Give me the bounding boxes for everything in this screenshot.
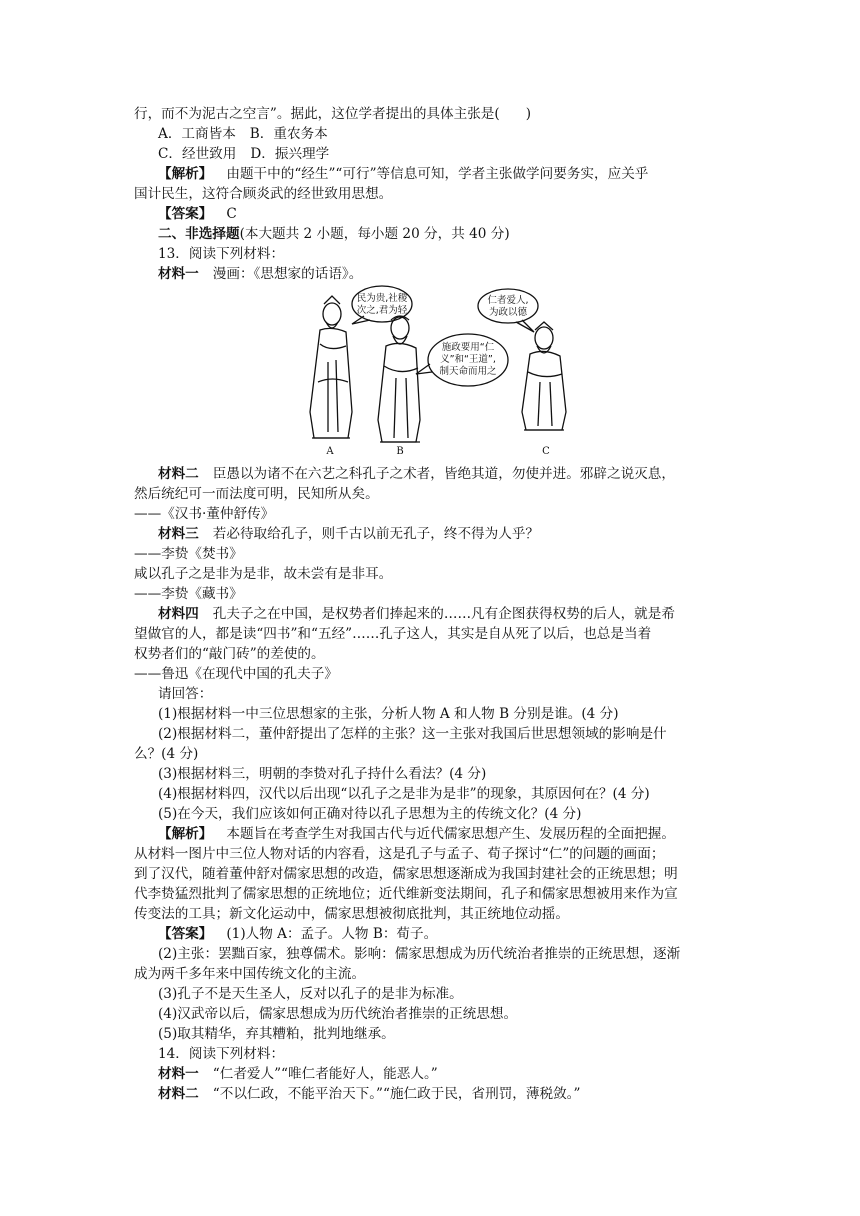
- q13-material4: 材料四 孔夫子之在中国，是权势者们捧起来的……凡有企图获得权势的后人，就是希: [158, 606, 675, 622]
- q12-stem-tail: 行，而不为泥古之空言”。据此，这位学者提出的具体主张是( ): [134, 106, 532, 122]
- thinkers-cartoon: [290, 282, 590, 458]
- q12-options-ab: [158, 124, 328, 144]
- answer-tag: 【答案】: [158, 206, 213, 222]
- q14-material1: 材料一 “仁者爱人”“唯仁者能好人，能恶人。”: [158, 1066, 438, 1082]
- bubble-b-text-2: 义”和“王道”,: [440, 354, 496, 365]
- figure-c: [522, 322, 566, 430]
- q12-analysis-cont: 国计民生，这符合顾炎武的经世致用思想。: [134, 186, 393, 202]
- q13-material2-cont: 然后统纪可一而法度可明，民知所从矣。: [134, 486, 379, 502]
- q13-intro: 13．阅读下列材料：: [158, 246, 285, 262]
- q13-sub2: (2)根据材料二，董仲舒提出了怎样的主张？这一主张对我国后世思想领域的影响是什: [158, 726, 667, 742]
- analysis-tag: 【解析】: [158, 826, 213, 842]
- option-b: B．重农务本: [249, 126, 328, 142]
- q13-answer2-cont: 成为两千多年来中国传统文化的主流。: [134, 966, 366, 982]
- q13-answer3: (3)孔子不是天生圣人，反对以孔子的是非为标准。: [158, 986, 463, 1002]
- q13-sub2-cont: 么？(4 分): [134, 746, 199, 762]
- q14-intro: 14．阅读下列材料：: [158, 1046, 285, 1062]
- q12-options-cd: [158, 144, 329, 164]
- q13-material3: 材料三 若必待取给孔子，则千古以前无孔子，终不得为人乎？: [158, 526, 540, 542]
- q13-sub4: (4)根据材料四，汉代以后出现“以孔子之是非为是非”的现象，其原因何在？(4 分): [158, 786, 650, 802]
- q13-material3-source2: ——李贽《藏书》: [134, 586, 243, 602]
- bubble-a-text-2: 次之,君为轻: [356, 305, 408, 316]
- q13-material3-line2: 咸以孔子之是非为是非，故未尝有是非耳。: [134, 566, 393, 582]
- figure-a: [310, 296, 352, 438]
- answer-tag: 【答案】: [158, 926, 213, 942]
- q14-material2: 材料二 “不以仁政，不能平治天下。”“施仁政于民，省刑罚，薄税敛。”: [158, 1086, 581, 1102]
- q13-analysis: 【解析】 本题旨在考查学生对我国古代与近代儒家思想产生、发展历程的全面把握。: [158, 826, 675, 842]
- q13-sub1: (1)根据材料一中三位思想家的主张，分析人物 A 和人物 B 分别是谁。(4 分): [158, 706, 619, 722]
- bubble-b-text-3: 制天命而用之: [439, 366, 497, 377]
- label-b: B: [396, 446, 404, 457]
- q13-material4-cont1: 望做官的人，都是读“四书”和“五经”……孔子这人，其实是自从死了以后，也总是当着: [134, 626, 652, 642]
- option-a: A．工商皆本: [158, 126, 236, 142]
- q12-analysis: 【解析】 由题干中的“经生”“可行”等信息可知，学者主张做学问要务实，应关乎: [158, 166, 649, 182]
- bubble-a: [352, 286, 412, 322]
- q13-answer: 【答案】 (1)人物 A：孟子。人物 B：荀子。: [158, 926, 438, 942]
- q13-analysis-cont2: 到了汉代，随着董仲舒对儒家思想的改造，儒家思想逐渐成为我国封建社会的正统思想；明: [134, 866, 678, 882]
- bubble-a-text-1: 民为贵,社稷: [356, 293, 408, 304]
- figure-b: [378, 316, 420, 442]
- bubble-c-text-2: 为政以德: [488, 307, 528, 318]
- section2-heading: 二、非选择题(本大题共 2 小题，每小题 20 分，共 40 分): [158, 226, 510, 242]
- q13-material3-source1: ——李贽《焚书》: [134, 546, 243, 562]
- q13-analysis-cont1: 从材料一图片中三位人物对话的内容看，这是孔子与孟子、荀子探讨“仁”的问题的画面；: [134, 846, 665, 862]
- q13-answer2: (2)主张：罢黜百家，独尊儒术。影响：儒家思想成为历代统治者推崇的正统思想，逐渐: [158, 946, 681, 962]
- bubble-b-text-1: 施政要用“仁: [441, 342, 495, 353]
- label-a: A: [326, 446, 334, 457]
- q13-material1: 材料一 漫画：《思想家的话语》。: [158, 266, 363, 282]
- q13-sub5: (5)在今天，我们应该如何正确对待以孔子思想为主的传统文化？(4 分): [158, 806, 582, 822]
- q13-sub3: (3)根据材料三，明朝的李贽对孔子持什么看法？(4 分): [158, 766, 487, 782]
- q13-answer4: (4)汉武帝以后，儒家思想成为历代统治者推崇的正统思想。: [158, 1006, 518, 1022]
- q13-analysis-cont4: 传变法的工具；新文化运动中，儒家思想被彻底批判，其正统地位动摇。: [134, 906, 569, 922]
- q13-material2-source: ——《汉书·董仲舒传》: [134, 506, 275, 522]
- q13-material2: 材料二 臣愚以为诸不在六艺之科孔子之术者，皆绝其道，勿使并进。邪辟之说灭息，: [158, 466, 675, 482]
- q13-ask: 请回答：: [158, 686, 213, 702]
- label-c: C: [542, 446, 550, 457]
- q13-material4-source: ——鲁迅《在现代中国的孔夫子》: [134, 666, 338, 682]
- analysis-tag: 【解析】: [158, 166, 213, 182]
- q12-answer: 【答案】 C: [158, 206, 237, 222]
- option-d: D．振兴理学: [250, 146, 330, 162]
- q13-analysis-cont3: 代李贽猛烈批判了儒家思想的正统地位；近代维新变法期间，孔子和儒家思想被用来作为宣: [134, 886, 678, 902]
- bubble-c-text-1: 仁者爱人,: [487, 295, 529, 306]
- q13-material4-cont2: 权势者们的“敲门砖”的差使的。: [134, 646, 325, 662]
- q13-answer5: (5)取其精华，弃其糟粕，批判地继承。: [158, 1026, 395, 1042]
- option-c: C．经世致用: [158, 146, 237, 162]
